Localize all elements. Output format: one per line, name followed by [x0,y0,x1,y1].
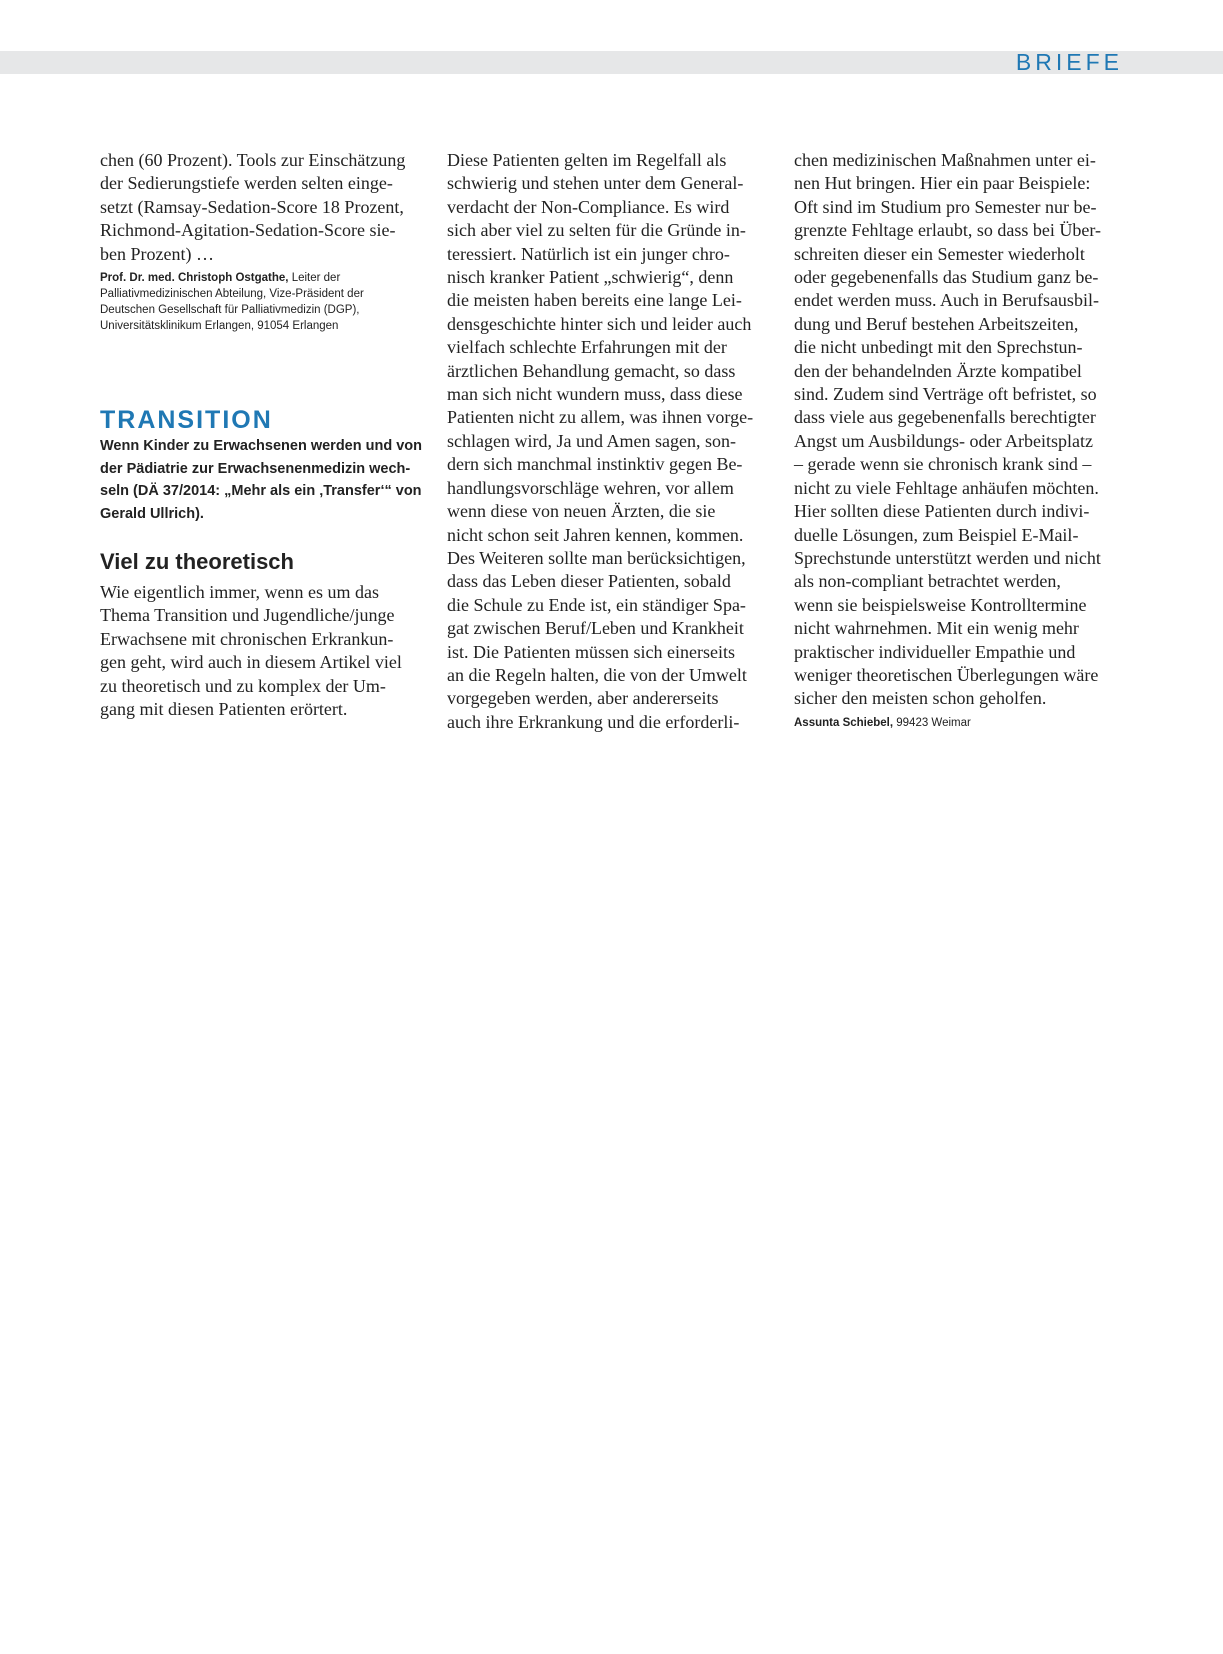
text-line: grenzte Fehltage erlaubt, so dass bei Über- [794,220,1102,241]
text-line: dass das Leben dieser Patienten, sobald [447,571,731,592]
column-1 [100,149,430,721]
lead-line: Wenn Kinder zu Erwachsenen werden und von [100,438,423,455]
text-line: wenn sie beispielsweise Kontrolltermine [794,594,1087,615]
letter-headline: Viel zu theoretisch [100,549,294,575]
text-line: sich aber viel zu selten für die Gründe in- [447,220,746,241]
section-label: BRIEFE [1015,49,1123,75]
text-line: zu theoretisch und zu komplex der Um- [100,675,386,696]
text-line: chen medizinischen Maßnahmen unter ei- [794,150,1096,170]
text-line: praktischer individueller Empathie und [794,641,1076,662]
column-3 [794,149,1124,731]
text-line: Oft sind im Studium pro Semester nur be- [794,196,1097,217]
text-line: nen Hut bringen. Hier ein paar Beispiele: [794,173,1091,194]
signature-role: Leiter der [288,272,341,285]
text-line: vorgegeben werden, aber andererseits [447,688,719,709]
text-line: dass viele aus gegebenenfalls berechtigter [794,407,1096,428]
signature-name: Assunta Schiebel, [794,716,894,729]
text-line: Patienten nicht zu allem, was ihnen vorge- [447,407,754,428]
text-line: man sich nicht wundern muss, dass diese [447,384,743,405]
text-line: dung und Beruf bestehen Arbeitszeiten, [794,313,1079,334]
text-line: vielfach schlechte Erfahrungen mit der [447,337,727,358]
text-line: nicht wahrnehmen. Mit ein wenig mehr [794,618,1079,639]
text-line: oder gegebenenfalls das Studium ganz be- [794,267,1099,288]
text-line: Hier sollten diese Patienten durch indivi- [794,501,1090,522]
text-line: ben Prozent) … [100,243,214,264]
text-line: die nicht unbedingt mit den Sprechstun- [794,337,1083,358]
letter-body-end [794,149,1124,711]
text-line: Des Weiteren sollte man berücksichtigen, [447,547,746,568]
lead-line: der Pädiatrie zur Erwachsenenmedizin wech- [100,460,411,477]
rubric-title: TRANSITION [100,406,273,435]
text-line: handlungsvorschläge wehren, vor allem [447,477,734,498]
text-line: schlagen wird, Ja und Amen sagen, son- [447,430,736,451]
text-line: nicht schon seit Jahren kennen, kommen. [447,524,744,545]
column-2 [447,149,777,734]
signature-name: Prof. Dr. med. Christoph Ostgathe, [100,272,289,285]
text-line: Sprechstunde unterstützt werden und nicht [794,547,1101,568]
text-line: gang mit diesen Patienten erörtert. [100,699,348,720]
text-line: Erwachsene mit chronischen Erkrankun- [100,628,394,649]
text-line: gat zwischen Beruf/Leben und Krankheit [447,618,744,639]
text-line: Diese Patienten gelten im Regelfall als [447,150,727,170]
text-line: teressiert. Natürlich ist ein junger chro- [447,243,730,264]
signature-line: Palliativmedizinischen Abteilung, Vize-Präsident der [100,288,364,301]
signature-schiebel [794,715,1124,731]
signature-line: Universitätsklinikum Erlangen, 91054 Erlangen [100,320,339,333]
text-line: weniger theoretischen Überlegungen wäre [794,664,1099,685]
text-line: duelle Lösungen, zum Beispiel E-Mail- [794,524,1079,545]
signature-ostgathe [100,270,430,334]
text-line: Angst um Ausbildungs- oder Arbeitsplatz [794,430,1093,451]
text-line: sicher den meisten schon geholfen. [794,688,1047,709]
text-line: der Sedierungstiefe werden selten einge- [100,173,393,194]
text-line: nisch kranker Patient „schwierig“, denn [447,267,734,288]
lead-line: seln (DÄ 37/2014: „Mehr als ein ‚Transfer‘“ von [100,483,422,500]
text-line: schwierig und stehen unter dem General- [447,173,744,194]
text-line: Wie eigentlich immer, wenn es um das [100,582,379,603]
text-line: dern sich manchmal instinktiv gegen Be- [447,454,743,475]
text-line: ärztlichen Behandlung gemacht, so dass [447,360,736,381]
signature-place: 99423 Weimar [893,716,971,729]
intro-text [100,149,430,266]
text-line: verdacht der Non-Compliance. Es wird [447,196,730,217]
text-line: Thema Transition und Jugendliche/junge [100,605,395,626]
text-line: densgeschichte hinter sich und leider auch [447,313,752,334]
letter-body [100,581,430,721]
text-line: die meisten haben bereits eine lange Lei- [447,290,742,311]
text-line: wenn diese von neuen Ärzten, die sie [447,501,716,522]
text-line: Richmond-Agitation-Sedation-Score sie- [100,220,396,241]
text-line: nicht zu viele Fehltage anhäufen möchten. [794,477,1099,498]
text-line: ist. Die Patienten müssen sich einerseits [447,641,735,662]
text-line: die Schule zu Ende ist, ein ständiger Spa- [447,594,746,615]
text-line: – gerade wenn sie chronisch krank sind – [794,454,1092,475]
text-line: setzt (Ramsay-Sedation-Score 18 Prozent, [100,196,404,217]
text-line: chen (60 Prozent). Tools zur Einschätzung [100,150,406,170]
signature-line: Deutschen Gesellschaft für Palliativmedizin (DGP), [100,304,360,317]
text-line: auch ihre Erkrankung und die erforderli- [447,711,740,732]
text-line: gen geht, wird auch in diesem Artikel viel [100,652,402,673]
text-line: den der behandelnden Ärzte kompatibel [794,360,1082,381]
lead-line: Gerald Ullrich). [100,505,204,522]
text-line: endet werden muss. Auch in Berufsausbil- [794,290,1099,311]
text-line: als non-compliant betrachtet werden, [794,571,1061,592]
text-line: sind. Zudem sind Verträge oft befristet, so [794,384,1097,405]
text-line: schreiten dieser ein Semester wiederholt [794,243,1085,264]
letter-body-continued [447,149,777,734]
text-line: an die Regeln halten, die von der Umwelt [447,664,747,685]
lead-text [100,435,430,525]
